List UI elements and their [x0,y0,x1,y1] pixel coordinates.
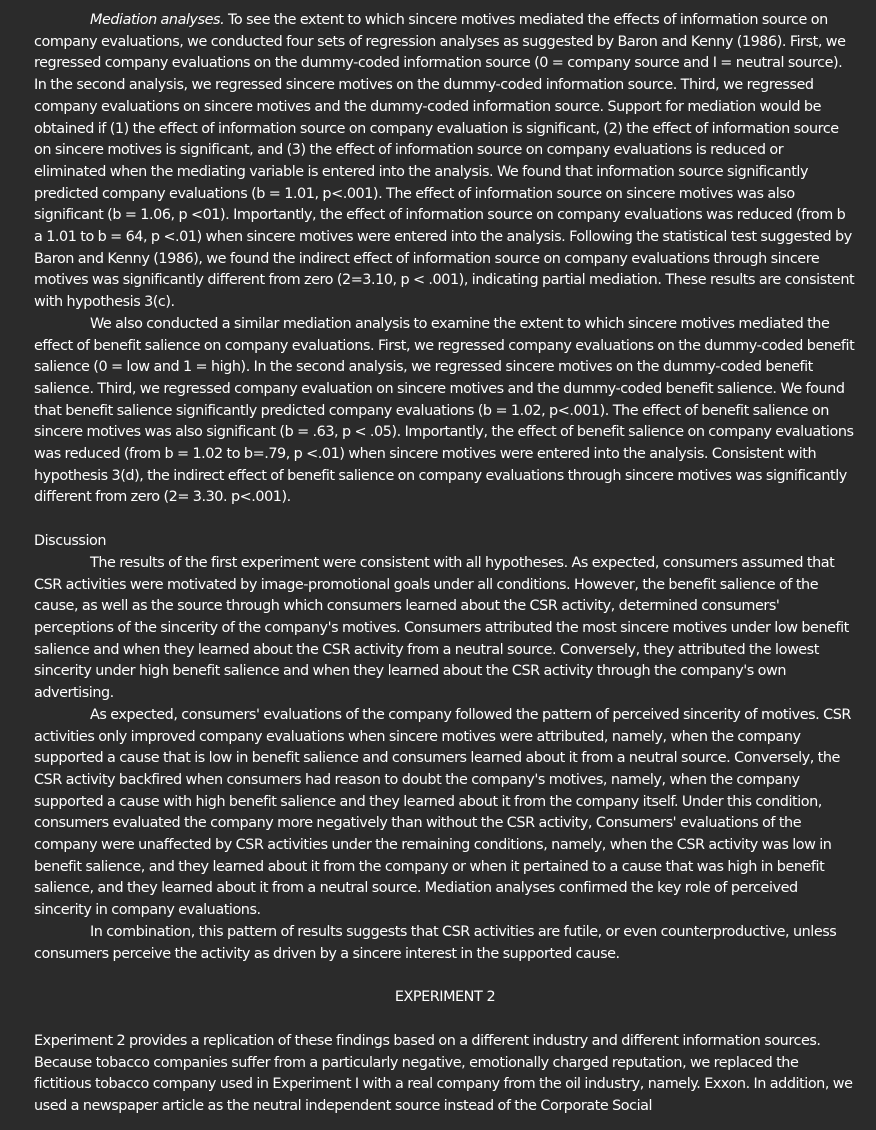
discussion-paragraph-3: In combination, this pattern of results suggests that CSR activities are futile, or even counterproductive, unless consumers perceive the activity as driven by a sincere interest in the supported cause. [34,923,837,962]
discussion-paragraph-1: The results of the first experiment were consistent with all hypotheses. As expected, consumers assumed that CSR activities were motivated by image-promotional goals under all conditions. However, the benefit salience of the cause, as well as the source through which consumers learned about the CSR activity, determined consumers' perceptions of the sincerity of the company's motives. Consumers attributed the most sincere motives under low benefit salience and when they learned about the CSR activity from a neutral source. Conversely, they attributed the lowest sincerity under high benefit salience and when they learned about the CSR activity through the company's own advertising. [34,554,849,702]
discussion-paragraph-2: As expected, consumers' evaluations of the company followed the pattern of perceived sincerity of motives. CSR activities only improved company evaluations when sincere motives were attributed, namely, when the company supported a cause that is low in benefit salience and consumers learned about it from a neutral source. Conversely, the CSR activity backfired when consumers had reason to doubt the company's motives, namely, when the company supported a cause with high benefit salience and they learned about it from the company itself. Under this condition, consumers evaluated the company more negatively than without the CSR activity, Consumers' evaluations of the company were unaffected by CSR activities under the remaining conditions, namely, when the CSR activity was low in benefit salience, and they learned about it from the company or when it pertained to a cause that was high in benefit salience, and they learned about it from a neutral source. Mediation analyses confirmed the key role of perceived sincerity in company evaluations. [34,706,851,919]
section-gap [34,1009,856,1031]
experiment-2-heading: EXPERIMENT 2 [394,989,496,1006]
section-gap [34,965,856,987]
discussion-heading: Discussion [34,533,107,550]
mediation-paragraph-1 [34,10,856,314]
mediation-paragraph-1-text: To see the extent to which sincere motives mediated the effects of information source on company evaluations, we conducted four sets of regression analyses as suggested by Baron and Kenny (1986). First, we regressed company evaluations on the dummy-coded information source (0 = company source and I = neutral source). In the second analysis, we regressed sincere motives on the dummy-coded information source. Third, we regressed company evaluations on sincere motives and the dummy-coded information source. Support for mediation would be obtained if (1) the effect of information source on company evaluation is significant, (2) the effect of information source on sincere motives is significant, and (3) the effect of information source on company evaluations is reduced or eliminated when the mediating variable is entered into the analysis. We found that information source significantly predicted company evaluations (b = 1.01, p<.001). The effect of information source on sincere motives was also significant (b = 1.06, p <01). Importantly, the effect of information source on company evaluations was reduced (from b a 1.01 to b = 64, p <.01) when sincere motives were entered into the analysis. Following the statistical test suggested by Baron and Kenny (1986), we found the indirect effect of information source on company evaluations through sincere motives was significantly different from zero (2=3.10, p < .001), indicating partial mediation. These results are consistent with hypothesis 3(c). [34,12,855,311]
section-gap [34,509,856,531]
mediation-lead-heading: Mediation analyses. [90,12,225,28]
mediation-paragraph-2: We also conducted a similar mediation analysis to examine the extent to which sincere motives mediated the effect of benefit salience on company evaluations. First, we regressed company evaluations on the dummy-coded benefit salience (0 = low and 1 = high). In the second analysis, we regressed sincere motives on the dummy-coded benefit salience. Third, we regressed company evaluation on sincere motives and the dummy-coded benefit salience. We found that benefit salience significantly predicted company evaluations (b = 1.02, p<.001). The effect of benefit salience on sincere motives was also significant (b = .63, p < .05). Importantly, the effect of benefit salience on company evaluations was reduced (from b = 1.02 to b=.79, p <.01) when sincere motives were entered into the analysis. Consistent with hypothesis 3(d), the indirect effect of benefit salience on company evaluations through sincere motives was significantly different from zero (2= 3.30. p<.001). [34,315,855,506]
experiment-2-paragraph-1: Experiment 2 provides a replication of these findings based on a different industry and different information sources. Because tobacco companies suffer from a particularly negative, emotionally charged reputation, we replaced the fictitious tobacco company used in Experiment I with a real company from the oil industry, namely. Exxon. In addition, we used a newspaper article as the neutral independent source instead of the Corporate Social [34,1032,853,1115]
document-page [34,10,856,1118]
